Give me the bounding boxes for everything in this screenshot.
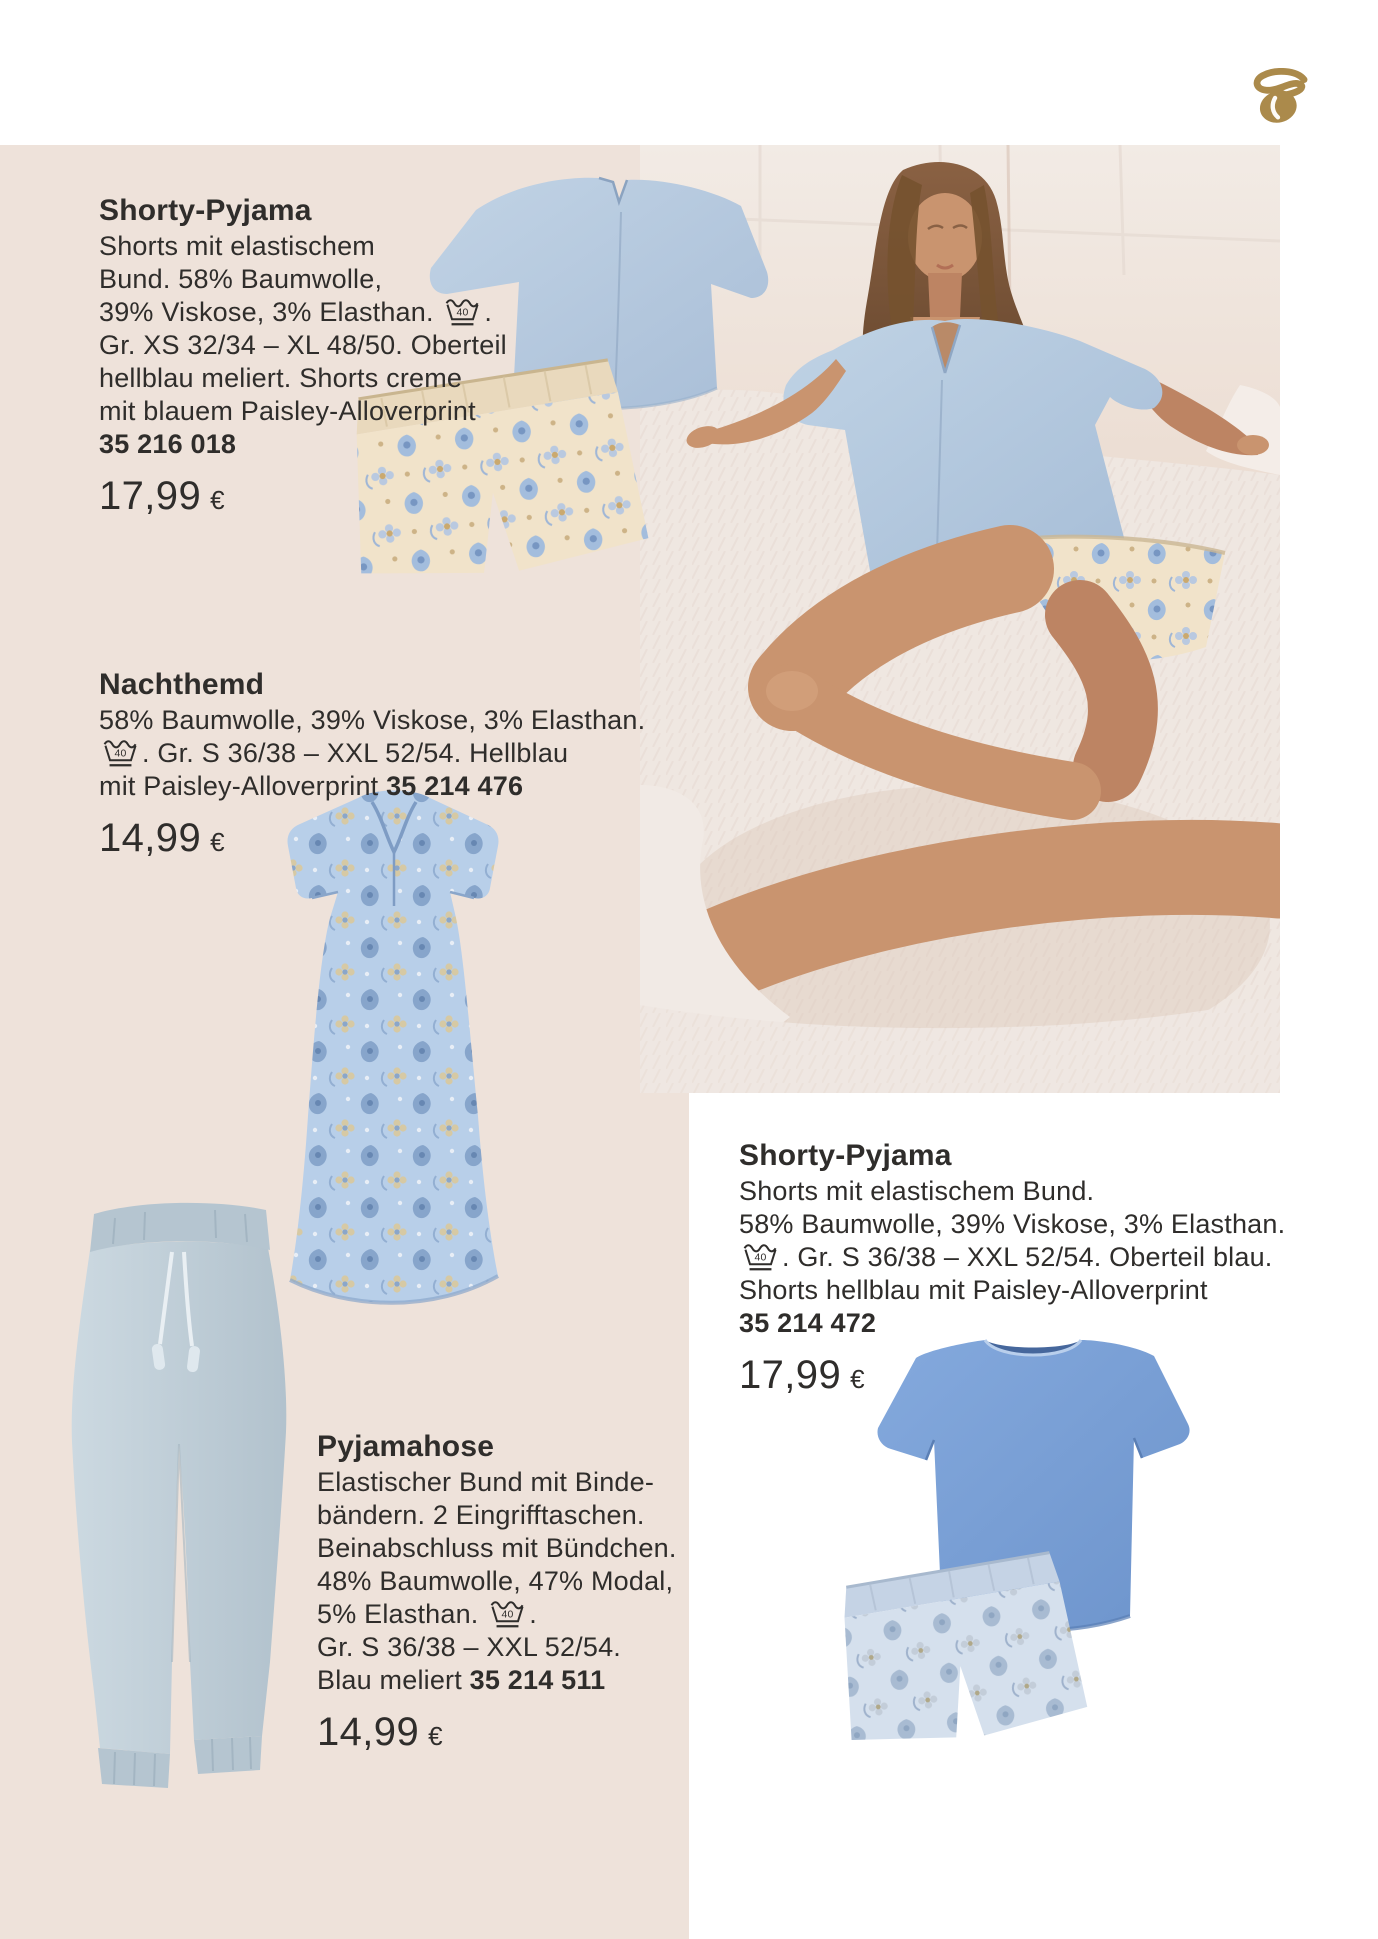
price-value: 17,99 <box>99 474 202 518</box>
product-description-line: Bund. 58% Baumwolle, <box>99 264 383 294</box>
product-description-line <box>739 1307 1285 1340</box>
svg-text:40: 40 <box>501 1609 514 1621</box>
price-value: 14,99 <box>99 816 202 860</box>
product-card-nachthemd <box>99 666 645 864</box>
wash-40-icon <box>444 296 481 327</box>
svg-text:40: 40 <box>456 307 469 319</box>
wash-40-icon <box>742 1241 779 1272</box>
product-description-line: bändern. 2 Eingrifftaschen. <box>317 1500 645 1530</box>
product-description-line: 39% Viskose, 3% Elasthan. 40 . <box>99 297 493 327</box>
product-photo-pyjama-pants <box>60 1192 298 1794</box>
product-description-line: 40 . Gr. S 36/38 – XXL 52/54. Oberteil blau. <box>739 1241 1285 1274</box>
product-price <box>317 1710 677 1758</box>
product-description-line: 5% Elasthan. 40 . <box>317 1599 537 1629</box>
product-description-line: Beinabschluss mit Bündchen. <box>317 1533 677 1563</box>
product-description-line: 40 . Gr. S 36/38 – XXL 52/54. Hellblau <box>99 737 645 770</box>
product-description <box>99 230 507 461</box>
product-description-line: 58% Baumwolle, 39% Viskose, 3% Elasthan. <box>739 1209 1286 1239</box>
product-description-line: 48% Baumwolle, 47% Modal, <box>317 1566 674 1596</box>
product-price <box>99 816 645 864</box>
product-description-line: 58% Baumwolle, 39% Viskose, 3% Elasthan. <box>99 705 646 735</box>
wash-40-icon <box>489 1598 526 1629</box>
product-description-line: Blau meliert 35 214 511 <box>317 1665 606 1695</box>
product-photo-paisley-shorts-blue <box>822 1540 1099 1788</box>
euro-sign: € <box>428 1721 443 1751</box>
svg-text:40: 40 <box>754 1252 767 1264</box>
article-number: 35 216 018 <box>99 429 237 459</box>
product-description-line: mit blauem Paisley-Alloverprint <box>99 396 476 426</box>
product-description-line <box>99 428 507 461</box>
product-description <box>317 1466 677 1697</box>
product-title: Pyjamahose <box>317 1430 495 1463</box>
product-description-line: Gr. XS 32/34 – XL 48/50. Oberteil <box>99 330 507 360</box>
product-description-line: Shorts mit elastischem <box>99 231 375 261</box>
product-description <box>99 704 645 803</box>
product-description-line: Gr. S 36/38 – XXL 52/54. <box>317 1632 622 1662</box>
price-value: 17,99 <box>739 1353 842 1397</box>
tchibo-script-t-logo <box>1246 68 1308 126</box>
product-description-line: Shorts hellblau mit Paisley-Alloverprint <box>739 1275 1208 1305</box>
product-description-line: mit Paisley-Alloverprint 35 214 476 <box>99 771 524 801</box>
article-number: 35 214 511 <box>469 1665 606 1695</box>
euro-sign: € <box>210 827 225 857</box>
product-price <box>739 1353 1285 1401</box>
product-description <box>739 1175 1285 1340</box>
euro-sign: € <box>210 485 225 515</box>
wash-40-icon <box>102 737 139 768</box>
product-title: Nachthemd <box>99 668 265 701</box>
euro-sign: € <box>850 1364 865 1394</box>
price-value: 14,99 <box>317 1710 420 1754</box>
product-title: Shorty-Pyjama <box>739 1139 952 1172</box>
product-card-shorty-pyjama-top-left <box>99 192 507 522</box>
article-number: 35 214 476 <box>386 771 524 801</box>
product-price <box>99 474 507 522</box>
product-description-line: Elastischer Bund mit Binde- <box>317 1467 655 1497</box>
product-card-shorty-pyjama-right <box>739 1137 1285 1401</box>
svg-text:40: 40 <box>114 748 127 760</box>
product-description-line: hellblau meliert. Shorts creme <box>99 363 463 393</box>
product-card-pyjamahose <box>317 1428 677 1758</box>
product-description-line: Shorts mit elastischem Bund. <box>739 1176 1095 1206</box>
product-title: Shorty-Pyjama <box>99 194 312 227</box>
article-number: 35 214 472 <box>739 1308 877 1338</box>
